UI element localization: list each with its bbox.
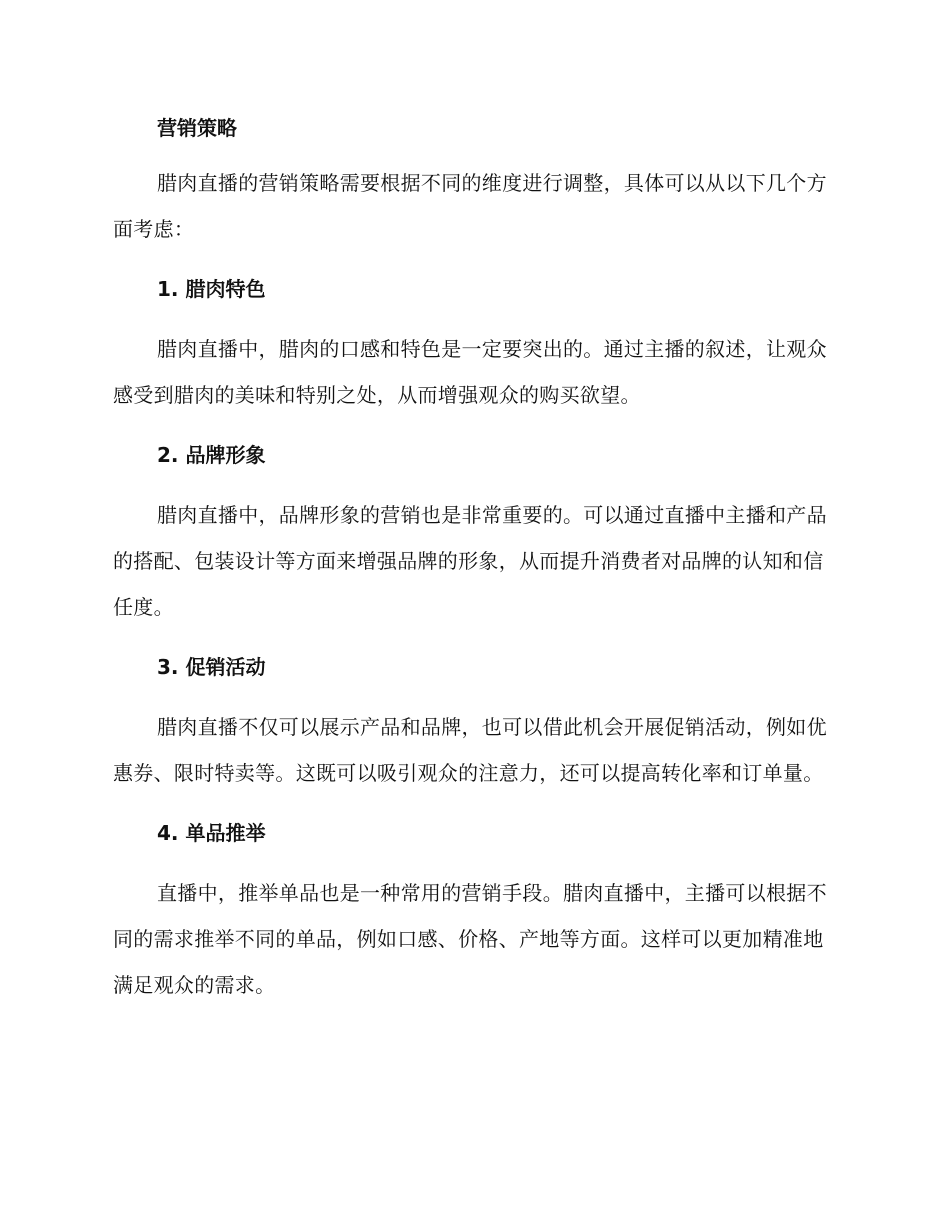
document-page — [113, 104, 833, 1022]
document-title: 营销策略 — [157, 116, 237, 140]
section-body-3: 腊肉直播不仅可以展示产品和品牌，也可以借此机会开展促销活动，例如优惠券、限时特卖等。这既可以吸引观众的注意力，还可以提高转化率和订单量。 — [113, 715, 827, 785]
section-body-2: 腊肉直播中，品牌形象的营销也是非常重要的。可以通过直播中主播和产品的搭配、包装设计等方面来增强品牌的形象，从而提升消费者对品牌的认知和信任度。 — [113, 503, 827, 619]
section-heading-4: 4. 单品推举 — [157, 821, 266, 845]
section-heading-3: 3. 促销活动 — [157, 655, 266, 679]
intro-paragraph: 腊肉直播的营销策略需要根据不同的维度进行调整，具体可以从以下几个方面考虑： — [113, 171, 827, 241]
section-heading-2: 2. 品牌形象 — [157, 443, 266, 467]
section-body-1: 腊肉直播中，腊肉的口感和特色是一定要突出的。通过主播的叙述，让观众感受到腊肉的美味和特别之处，从而增强观众的购买欲望。 — [113, 337, 827, 407]
section-heading-1: 1. 腊肉特色 — [157, 277, 266, 301]
section-body-4: 直播中，推举单品也是一种常用的营销手段。腊肉直播中，主播可以根据不同的需求推举不同的单品，例如口感、价格、产地等方面。这样可以更加精准地满足观众的需求。 — [113, 881, 827, 997]
